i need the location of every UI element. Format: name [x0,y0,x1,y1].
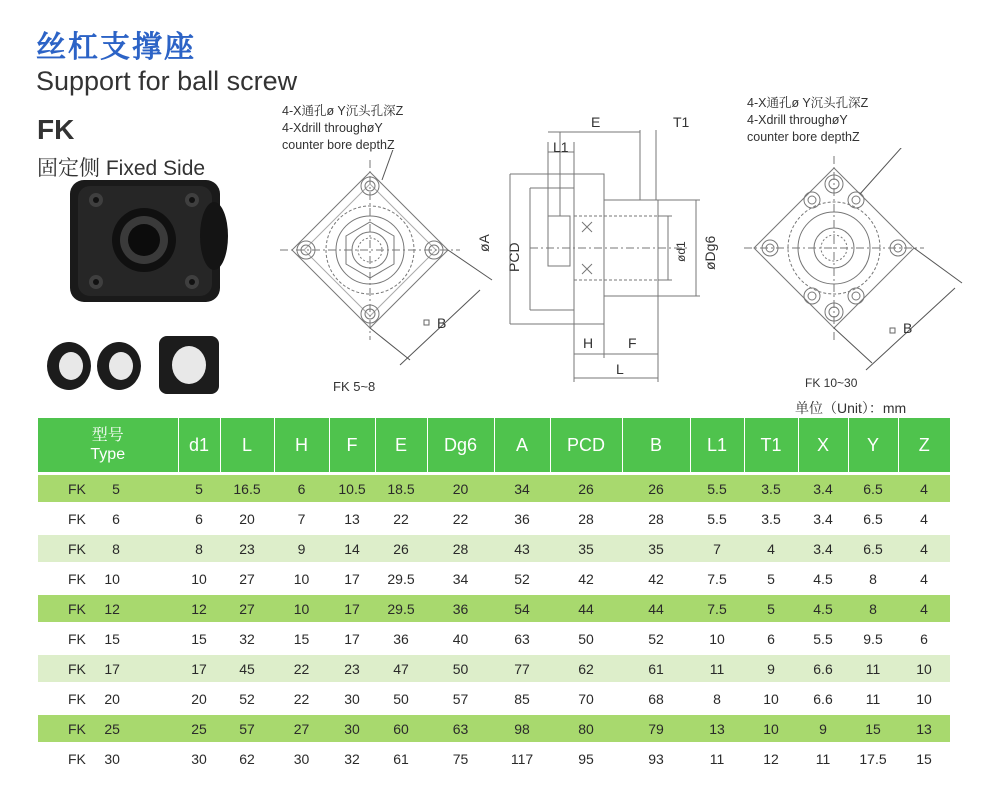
type-size: 8 [112,540,120,557]
table-cell: 25 [178,714,220,744]
type-header-en: Type [90,446,126,463]
caption-small: FK 5~8 [333,379,376,394]
table-row [38,714,950,744]
table-cell: 68 [622,684,690,714]
dim-b-left: B [437,315,447,331]
table-cell: 44 [622,594,690,624]
table-cell: 77 [494,654,550,684]
type-size: 15 [104,630,120,647]
table-cell: 10 [178,564,220,594]
table-cell: 5.5 [690,474,744,504]
type-size: 20 [104,690,120,707]
col-header: E [375,418,427,474]
table-cell: 34 [494,474,550,504]
dim-l: L [616,361,624,377]
table-cell: 6.5 [848,474,898,504]
table-cell: 27 [220,594,274,624]
type-cell [38,594,178,624]
type-cell [38,474,178,504]
table-cell: 6 [178,504,220,534]
dim-t1: T1 [673,114,690,130]
type-series: FK [68,480,86,497]
type-series: FK [68,690,86,707]
table-cell: 42 [550,564,622,594]
table-cell: 80 [550,714,622,744]
col-header: L1 [690,418,744,474]
table-cell: 52 [220,684,274,714]
table-cell: 4.5 [798,564,848,594]
col-header: X [798,418,848,474]
table-cell: 17.5 [848,744,898,773]
table-cell: 44 [550,594,622,624]
table-header-row [38,418,950,474]
type-size: 12 [104,600,120,617]
type-size: 10 [104,570,120,587]
left-note-line-3: counter bore depthZ [282,138,395,152]
type-series: FK [68,630,86,647]
table-cell: 22 [274,654,329,684]
table-cell: 15 [848,714,898,744]
table-cell: 36 [494,504,550,534]
table-cell: 63 [427,714,494,744]
table-cell: 4 [898,594,950,624]
table-cell: 35 [550,534,622,564]
table-cell: 36 [427,594,494,624]
type-size: 30 [104,750,120,767]
table-cell: 9 [744,654,798,684]
table-cell: 32 [220,624,274,654]
table-cell: 6 [898,624,950,654]
table-cell: 50 [427,654,494,684]
table-cell: 22 [274,684,329,714]
table-cell: 8 [690,684,744,714]
table-cell: 9 [274,534,329,564]
table-cell: 17 [329,624,375,654]
table-cell: 18.5 [375,474,427,504]
table-cell: 61 [375,744,427,773]
table-cell: 35 [622,534,690,564]
table-cell: 36 [375,624,427,654]
table-cell: 3.5 [744,474,798,504]
table-cell: 29.5 [375,594,427,624]
table-cell: 6 [274,474,329,504]
table-cell: 30 [274,744,329,773]
type-cell [38,624,178,654]
table-cell: 26 [375,534,427,564]
table-cell: 79 [622,714,690,744]
table-cell: 70 [550,684,622,714]
table-cell: 5 [744,564,798,594]
type-series: FK [68,510,86,527]
table-cell: 16.5 [220,474,274,504]
table-cell: 10 [898,684,950,714]
col-header: Dg6 [427,418,494,474]
right-drill-note [747,95,868,146]
dim-l1: L1 [553,139,569,155]
table-cell: 13 [898,714,950,744]
type-series: FK [68,660,86,677]
table-cell: 22 [375,504,427,534]
table-cell: 11 [848,654,898,684]
type-cell [38,684,178,714]
side-section-drawing [490,112,735,387]
table-cell: 5 [178,474,220,504]
table-cell: 3.4 [798,534,848,564]
left-note-line-1: 4-X通孔ø Y沉头孔深Z [282,104,404,118]
table-cell: 4 [898,474,950,504]
table-cell: 11 [798,744,848,773]
front-view-drawing-large [740,148,970,388]
table-cell: 28 [622,504,690,534]
table-cell: 93 [622,744,690,773]
table-row [38,564,950,594]
type-cell [38,534,178,564]
table-cell: 62 [550,654,622,684]
table-cell: 7 [274,504,329,534]
type-size: 25 [104,720,120,737]
table-cell: 9.5 [848,624,898,654]
col-header: Y [848,418,898,474]
table-cell: 6.6 [798,684,848,714]
table-cell: 3.4 [798,504,848,534]
chinese-title: 丝杠支撑座 [36,31,196,64]
dim-a: øA [476,234,492,252]
fixed-side-label: 固定侧 Fixed Side [37,157,206,180]
table-cell: 17 [329,594,375,624]
table-cell: 4 [744,534,798,564]
type-series: FK [68,600,86,617]
table-cell: 28 [550,504,622,534]
table-cell: 30 [329,714,375,744]
table-cell: 20 [427,474,494,504]
table-row [38,594,950,624]
table-cell: 4 [898,534,950,564]
table-cell: 5 [744,594,798,624]
type-header-cn: 型号 [91,427,124,444]
dim-f: F [628,335,637,351]
table-cell: 8 [178,534,220,564]
type-cell [38,504,178,534]
table-cell: 23 [220,534,274,564]
product-photo [44,166,244,396]
col-header: L [220,418,274,474]
type-series: FK [68,750,86,767]
left-drill-note [282,103,403,154]
table-row [38,504,950,534]
dim-b-right: B [903,320,913,336]
table-row [38,534,950,564]
table-row [38,624,950,654]
table-cell: 95 [550,744,622,773]
table-cell: 34 [427,564,494,594]
col-header: A [494,418,550,474]
table-cell: 57 [427,684,494,714]
dim-e: E [591,114,601,130]
table-cell: 85 [494,684,550,714]
table-cell: 4.5 [798,594,848,624]
table-cell: 63 [494,624,550,654]
table-cell: 62 [220,744,274,773]
table-cell: 17 [178,654,220,684]
table-row [38,654,950,684]
table-cell: 8 [848,594,898,624]
col-header: T1 [744,418,798,474]
table-cell: 4 [898,564,950,594]
table-cell: 20 [220,504,274,534]
col-header: Z [898,418,950,474]
right-note-line-3: counter bore depthZ [747,130,860,144]
unit-note: 单位（Unit）：mm [795,400,907,416]
table-cell: 26 [550,474,622,504]
table-cell: 47 [375,654,427,684]
front-view-drawing-small [270,150,505,400]
table-cell: 13 [690,714,744,744]
table-cell: 11 [690,744,744,773]
table-cell: 7 [690,534,744,564]
caption-large: FK 10~30 [805,376,858,390]
type-cell [38,654,178,684]
table-cell: 3.5 [744,504,798,534]
col-header: F [329,418,375,474]
table-cell: 98 [494,714,550,744]
right-note-line-1: 4-X通孔ø Y沉头孔深Z [747,96,869,110]
table-cell: 6.5 [848,504,898,534]
table-cell: 10 [898,654,950,684]
table-cell: 50 [550,624,622,654]
spec-table [38,418,950,772]
english-title: Support for ball screw [36,66,298,96]
table-cell: 10 [744,684,798,714]
table-cell: 60 [375,714,427,744]
table-cell: 27 [274,714,329,744]
table-cell: 15 [178,624,220,654]
table-cell: 11 [690,654,744,684]
table-body [38,474,950,773]
left-note-line-2: 4-Xdrill throughøY [282,121,383,135]
type-cell [38,744,178,773]
right-note-line-2: 4-Xdrill throughøY [747,113,848,127]
table-cell: 15 [898,744,950,773]
table-cell: 17 [329,564,375,594]
table-row [38,474,950,504]
table-cell: 6.5 [848,534,898,564]
type-series: FK [68,720,86,737]
table-cell: 29.5 [375,564,427,594]
type-cell [38,564,178,594]
table-cell: 13 [329,504,375,534]
model-label: FK [37,114,75,145]
table-cell: 45 [220,654,274,684]
table-row [38,744,950,773]
table-cell: 7.5 [690,564,744,594]
table-cell: 15 [274,624,329,654]
dim-dg6: øDg6 [702,235,718,270]
type-size: 6 [112,510,120,527]
table-cell: 12 [178,594,220,624]
table-cell: 54 [494,594,550,624]
table-cell: 28 [427,534,494,564]
type-size: 5 [112,480,120,497]
table-cell: 22 [427,504,494,534]
table-cell: 57 [220,714,274,744]
type-size: 17 [104,660,120,677]
table-cell: 52 [494,564,550,594]
dim-h: H [583,335,594,351]
table-cell: 43 [494,534,550,564]
dim-pcd: PCD [506,242,522,272]
dim-d1: ød1 [674,241,688,262]
table-cell: 10 [274,594,329,624]
table-cell: 10 [744,714,798,744]
table-cell: 20 [178,684,220,714]
table-cell: 30 [178,744,220,773]
table-cell: 40 [427,624,494,654]
col-header: H [274,418,329,474]
table-cell: 32 [329,744,375,773]
table-row [38,684,950,714]
table-cell: 14 [329,534,375,564]
table-cell: 10.5 [329,474,375,504]
type-cell [38,714,178,744]
table-cell: 26 [622,474,690,504]
type-series: FK [68,570,86,587]
table-cell: 8 [848,564,898,594]
table-cell: 7.5 [690,594,744,624]
table-cell: 42 [622,564,690,594]
col-header: d1 [178,418,220,474]
table-cell: 3.4 [798,474,848,504]
col-header: PCD [550,418,622,474]
table-cell: 61 [622,654,690,684]
table-cell: 6 [744,624,798,654]
table-cell: 75 [427,744,494,773]
table-cell: 5.5 [798,624,848,654]
table-cell: 9 [798,714,848,744]
table-cell: 5.5 [690,504,744,534]
table-cell: 11 [848,684,898,714]
type-series: FK [68,540,86,557]
table-cell: 12 [744,744,798,773]
col-header: B [622,418,690,474]
type-header [38,418,178,474]
table-cell: 4 [898,504,950,534]
table-cell: 10 [274,564,329,594]
table-cell: 52 [622,624,690,654]
table-cell: 50 [375,684,427,714]
table-cell: 30 [329,684,375,714]
table-cell: 23 [329,654,375,684]
table-cell: 6.6 [798,654,848,684]
table-cell: 10 [690,624,744,654]
table-cell: 117 [494,744,550,773]
table-cell: 27 [220,564,274,594]
